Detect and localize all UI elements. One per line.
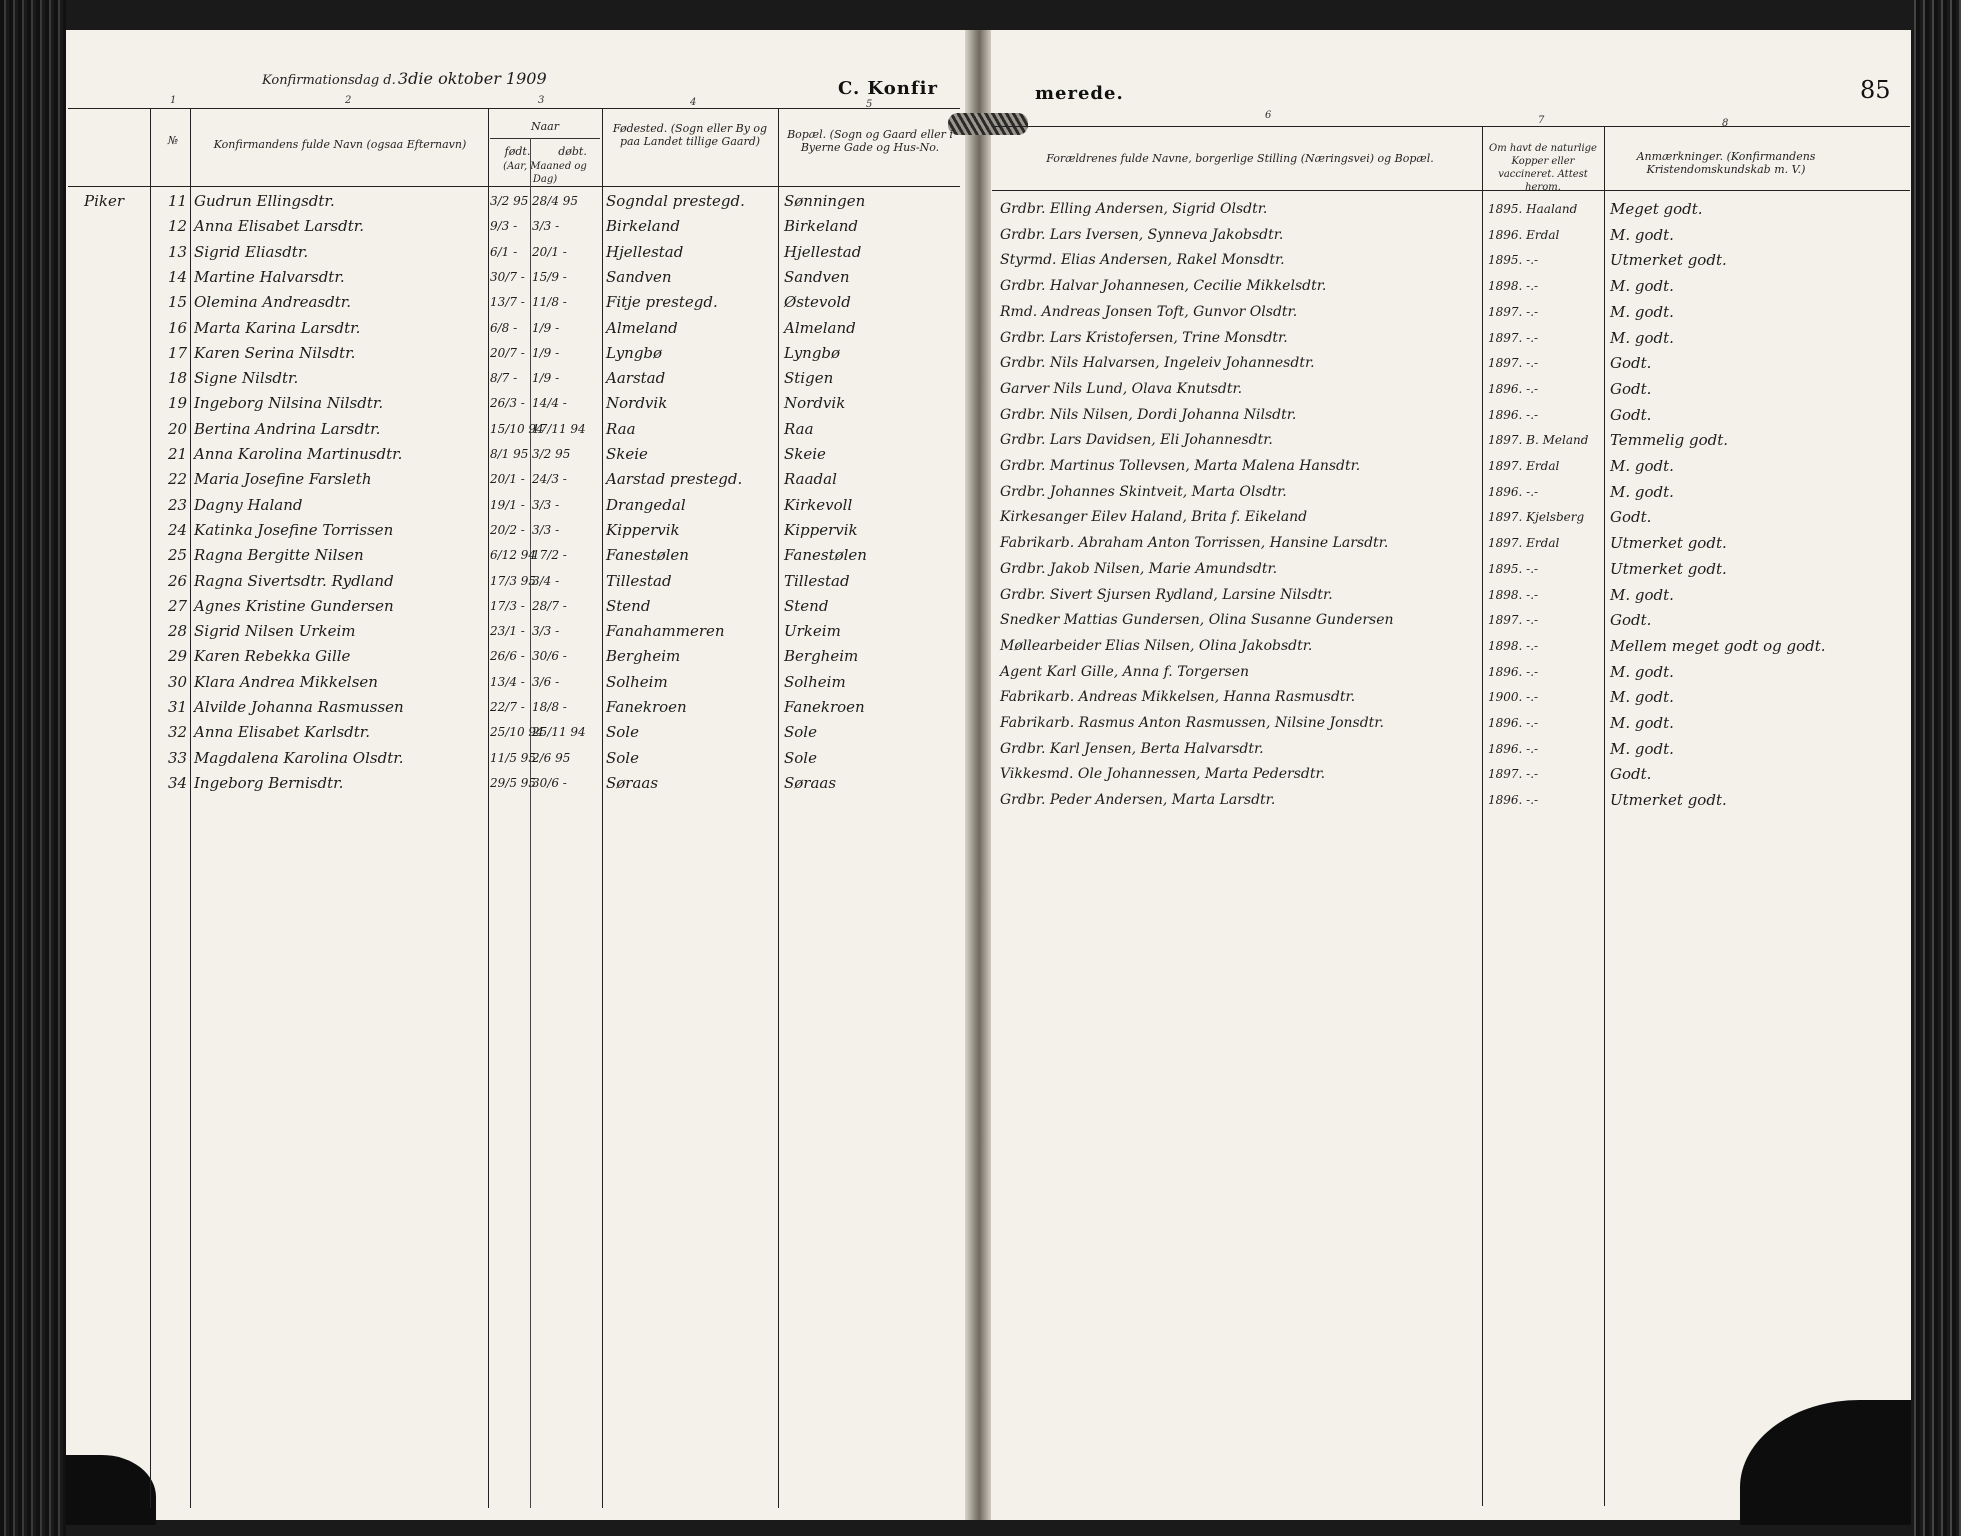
book-spine — [965, 30, 991, 1520]
cell-fodt: 17/3 - — [490, 598, 525, 613]
cell-bopel: Fanestølen — [784, 546, 867, 565]
cell-dobt: 15/9 - — [532, 269, 567, 284]
header-fodested: Fødested. (Sogn eller By og paa Landet tillige Gaard) — [612, 122, 768, 148]
cell-bopel: Tillestad — [784, 571, 850, 590]
cell-fodested: Sole — [606, 723, 639, 742]
cell-fodested: Fanahammeren — [606, 622, 725, 641]
cell-fodested: Nordvik — [606, 394, 668, 413]
cell-dobt: 17/11 94 — [532, 421, 586, 436]
cell-name: Bertina Andrina Larsdtr. — [194, 419, 381, 438]
cell-dobt: 17/2 - — [532, 548, 567, 563]
cell-name: Signe Nilsdtr. — [194, 369, 299, 388]
cell-parents: Fabrikarb. Rasmus Anton Rasmussen, Nilsine Jonsdtr. — [1000, 715, 1384, 731]
cell-notes: M. godt. — [1610, 457, 1674, 475]
cell-notes: Utmerket godt. — [1610, 791, 1727, 810]
cell-bopel: Raa — [784, 419, 814, 438]
cell-notes: Godt. — [1610, 765, 1652, 784]
cell-parents: Grdbr. Lars Iversen, Synneva Jakobsdtr. — [1000, 226, 1284, 243]
header-nr: № — [167, 134, 179, 147]
cell-fodt: 6/8 - — [490, 320, 518, 335]
column-number: 3 — [538, 95, 545, 106]
cell-fodested: Stend — [606, 596, 651, 615]
cell-nr: 28 — [168, 622, 188, 641]
cell-vaccine: 1898. -.- — [1488, 279, 1539, 294]
cell-name: Ingeborg Bernisdtr. — [194, 773, 344, 792]
cell-name: Sigrid Nilsen Urkeim — [194, 622, 356, 641]
cell-nr: 26 — [168, 571, 188, 590]
cell-fodested: Sole — [606, 748, 639, 767]
header-bopel: Bopæl. (Sogn og Gaard eller i Byerne Gade og Hus-No. — [787, 128, 953, 154]
cell-notes: Temmelig godt. — [1610, 431, 1729, 450]
cell-nr: 34 — [168, 773, 188, 792]
header-naar: Naar — [531, 120, 559, 133]
cell-vaccine: 1896. -.- — [1488, 741, 1539, 756]
col-rule — [778, 108, 779, 1508]
cell-dobt: 3/2 95 — [532, 447, 571, 461]
cell-vaccine: 1897. -.- — [1488, 304, 1539, 319]
cell-bopel: Østevold — [784, 293, 851, 312]
cell-fodested: Fanestølen — [606, 546, 689, 565]
cell-name: Anna Elisabet Larsdtr. — [194, 217, 365, 236]
cell-fodested: Solheim — [606, 672, 668, 691]
header-rule-bottom-left — [68, 186, 960, 187]
cell-nr: 29 — [168, 647, 188, 666]
cell-notes: Utmerket godt. — [1610, 251, 1727, 270]
cell-dobt: 28/7 - — [532, 598, 567, 613]
header-name: Konfirmandens fulde Navn (ogsaa Efternavn) — [213, 138, 467, 151]
cell-bopel: Sole — [784, 723, 817, 742]
book-edge-left — [0, 0, 66, 1536]
cell-dobt: 2/6 95 — [532, 750, 571, 765]
cell-notes: Godt. — [1610, 379, 1652, 398]
cell-notes: Utmerket godt. — [1610, 559, 1727, 578]
header-dobt: døbt. — [558, 145, 587, 158]
cell-vaccine: 1895. Haaland — [1488, 202, 1578, 216]
cell-bopel: Stend — [784, 596, 829, 615]
cell-nr: 12 — [168, 217, 188, 236]
cell-bopel: Kirkevoll — [784, 495, 853, 514]
cell-dobt: 1/9 - — [532, 320, 560, 335]
cell-name: Maria Josefine Farsleth — [194, 470, 372, 489]
cell-fodested: Almeland — [606, 318, 678, 337]
cell-notes: Meget godt. — [1610, 200, 1703, 218]
col-rule — [190, 108, 191, 1508]
cell-name: Olemina Andreasdtr. — [194, 293, 352, 312]
section-title-right: merede. — [1035, 83, 1124, 104]
cell-parents: Fabrikarb. Andreas Mikkelsen, Hanna Rasmusdtr. — [1000, 689, 1356, 706]
cell-bopel: Bergheim — [784, 647, 859, 666]
cell-vaccine: 1897. Erdal — [1488, 459, 1560, 473]
cell-vaccine: 1897. -.- — [1488, 613, 1539, 628]
cell-vaccine: 1896. -.- — [1488, 793, 1539, 808]
column-number: 6 — [1265, 110, 1272, 121]
cell-dobt: 18/8 - — [532, 700, 567, 714]
cell-nr: 22 — [168, 470, 188, 489]
cell-parents: Grdbr. Karl Jensen, Berta Halvarsdtr. — [1000, 740, 1264, 757]
cell-nr: 23 — [168, 495, 188, 514]
cell-fodt: 6/1 - — [490, 244, 518, 259]
cell-name: Karen Rebekka Gille — [194, 647, 351, 666]
cell-name: Anna Elisabet Karlsdtr. — [194, 723, 371, 742]
cell-vaccine: 1897. Erdal — [1488, 536, 1560, 551]
cell-fodt: 11/5 95 — [490, 750, 537, 765]
cell-dobt: 3/6 - — [532, 674, 560, 689]
cell-dobt: 25/11 94 — [532, 725, 586, 740]
group-label: Piker — [84, 192, 125, 210]
col-rule — [1482, 126, 1483, 1506]
cell-vaccine: 1895. -.- — [1488, 253, 1539, 268]
cell-nr: 14 — [168, 267, 188, 286]
cell-vaccine: 1897. B. Meland — [1488, 433, 1589, 448]
cell-parents: Grdbr. Johannes Skintveit, Marta Olsdtr. — [1000, 483, 1287, 500]
cell-name: Magdalena Karolina Olsdtr. — [194, 748, 404, 767]
cell-bopel: Fanekroen — [784, 698, 865, 716]
cell-vaccine: 1896. -.- — [1488, 407, 1539, 422]
cell-nr: 25 — [168, 546, 188, 565]
cell-name: Karen Serina Nilsdtr. — [194, 343, 356, 362]
cell-parents: Grdbr. Jakob Nilsen, Marie Amundsdtr. — [1000, 560, 1278, 577]
col-rule — [1604, 126, 1605, 1506]
cell-fodested: Skeie — [606, 445, 648, 463]
header-naar-sub: (Aar, Maaned og Dag) — [503, 161, 587, 185]
column-number: 4 — [690, 97, 697, 108]
cell-parents: Grdbr. Nils Nilsen, Dordi Johanna Nilsdtr. — [1000, 406, 1297, 423]
cell-fodested: Søraas — [606, 773, 659, 792]
cell-fodt: 9/3 - — [490, 219, 518, 234]
column-number: 1 — [170, 95, 177, 106]
cell-dobt: 3/3 - — [532, 219, 560, 234]
cell-vaccine: 1898. -.- — [1488, 587, 1539, 602]
cell-notes: M. godt. — [1610, 482, 1674, 501]
cell-nr: 16 — [168, 318, 188, 337]
cell-fodt: 17/3 95 — [490, 573, 537, 588]
cell-name: Marta Karina Larsdtr. — [194, 318, 361, 337]
cell-bopel: Søraas — [784, 773, 837, 792]
confirmation-label: Konfirmationsdag d. — [262, 73, 396, 88]
header-notes: Anmærkninger. (Konfirmandens Kristendomskundskab m. V.) — [1636, 150, 1816, 176]
cell-name: Sigrid Eliasdtr. — [194, 242, 309, 261]
cell-parents: Grdbr. Elling Andersen, Sigrid Olsdtr. — [1000, 201, 1268, 217]
cell-dobt: 3/4 - — [532, 573, 560, 588]
cell-parents: Fabrikarb. Abraham Anton Torrissen, Hansine Larsdtr. — [1000, 535, 1389, 552]
cell-vaccine: 1896. -.- — [1488, 381, 1539, 396]
column-number: 5 — [866, 99, 873, 110]
cell-dobt: 3/3 - — [532, 624, 560, 639]
cell-bopel: Hjellestad — [784, 242, 862, 261]
cell-bopel: Sønningen — [784, 192, 866, 210]
cell-vaccine: 1900. -.- — [1488, 690, 1539, 705]
column-number: 7 — [1538, 115, 1545, 126]
cell-vaccine: 1896. Erdal — [1488, 227, 1560, 242]
cell-fodested: Kippervik — [606, 520, 680, 539]
cell-nr: 19 — [168, 394, 188, 413]
cell-vaccine: 1897. -.- — [1488, 330, 1539, 345]
cell-name: Dagny Haland — [194, 495, 303, 514]
cell-notes: M. godt. — [1610, 739, 1674, 758]
col-rule — [602, 108, 603, 1508]
header-rule-top-left — [68, 108, 960, 109]
cell-notes: M. godt. — [1610, 662, 1674, 681]
cell-parents: Rmd. Andreas Jonsen Toft, Gunvor Olsdtr. — [1000, 303, 1298, 320]
cell-dobt: 30/6 - — [532, 775, 567, 790]
cell-parents: Kirkesanger Eilev Haland, Brita f. Eikeland — [1000, 509, 1308, 526]
cell-bopel: Raadal — [784, 470, 837, 489]
cell-nr: 13 — [168, 242, 188, 261]
cell-dobt: 3/3 - — [532, 497, 560, 512]
cell-parents: Grdbr. Sivert Sjursen Rydland, Larsine Nilsdtr. — [1000, 586, 1333, 603]
cell-nr: 24 — [168, 520, 188, 539]
cell-fodt: 23/1 - — [490, 624, 525, 639]
cell-fodt: 15/10 94 — [490, 421, 544, 436]
cell-fodt: 3/2 95 — [490, 194, 529, 208]
cell-notes: M. godt. — [1610, 302, 1674, 321]
cell-fodt: 13/4 - — [490, 674, 525, 689]
cell-dobt: 1/9 - — [532, 371, 560, 386]
cell-fodt: 26/3 - — [490, 396, 525, 411]
cell-notes: Utmerket godt. — [1610, 534, 1727, 553]
cell-fodested: Sogndal prestegd. — [606, 192, 745, 210]
col-rule — [488, 108, 489, 1508]
cell-parents: Agent Karl Gille, Anna f. Torgersen — [1000, 663, 1249, 680]
cell-name: Alvilde Johanna Rasmussen — [194, 698, 404, 716]
cell-fodested: Sandven — [606, 267, 672, 286]
cell-dobt: 14/4 - — [532, 396, 567, 411]
confirmation-date: 3die oktober 1909 — [398, 69, 547, 88]
cell-vaccine: 1896. -.- — [1488, 664, 1539, 679]
cell-fodt: 8/7 - — [490, 371, 518, 386]
cell-bopel: Birkeland — [784, 217, 858, 236]
cell-bopel: Urkeim — [784, 622, 841, 641]
cell-bopel: Stigen — [784, 369, 834, 388]
cell-bopel: Solheim — [784, 672, 846, 691]
cell-fodt: 20/7 - — [490, 345, 525, 360]
cell-fodt: 30/7 - — [490, 269, 525, 284]
cell-name: Katinka Josefine Torrissen — [194, 520, 394, 539]
cell-bopel: Sandven — [784, 267, 850, 286]
cell-dobt: 1/9 - — [532, 345, 560, 360]
cell-parents: Grdbr. Martinus Tollevsen, Marta Malena Hansdtr. — [1000, 458, 1361, 474]
cell-fodested: Aarstad prestegd. — [606, 470, 743, 489]
cell-name: Gudrun Ellingsdtr. — [194, 192, 335, 210]
section-title-left: C. Konfir — [838, 78, 938, 99]
cell-notes: M. godt. — [1610, 225, 1674, 244]
cell-nr: 27 — [168, 596, 188, 615]
cell-dobt: 11/8 - — [532, 295, 567, 310]
cell-name: Ingeborg Nilsina Nilsdtr. — [194, 394, 384, 413]
cell-fodt: 26/6 - — [490, 649, 525, 664]
cell-bopel: Lyngbø — [784, 343, 841, 362]
cell-parents: Grdbr. Lars Davidsen, Eli Johannesdtr. — [1000, 432, 1273, 449]
book-edge-right — [1911, 0, 1961, 1536]
cell-nr: 33 — [168, 748, 188, 767]
cell-parents: Snedker Mattias Gundersen, Olina Susanne Gundersen — [1000, 612, 1394, 629]
cell-fodested: Tillestad — [606, 571, 672, 590]
cell-fodt: 20/2 - — [490, 522, 525, 537]
cell-vaccine: 1897. -.- — [1488, 767, 1539, 782]
cell-parents: Grdbr. Lars Kristofersen, Trine Monsdtr. — [1000, 329, 1288, 346]
cell-notes: Mellem meget godt og godt. — [1610, 636, 1826, 655]
cell-parents: Grdbr. Peder Andersen, Marta Larsdtr. — [1000, 792, 1276, 809]
cell-nr: 31 — [168, 698, 188, 716]
cell-fodt: 20/1 - — [490, 472, 525, 487]
cell-nr: 17 — [168, 343, 188, 362]
cell-vaccine: 1895. -.- — [1488, 561, 1539, 576]
cell-fodested: Fitje prestegd. — [606, 293, 718, 312]
cell-fodt: 22/7 - — [490, 700, 525, 714]
cell-nr: 11 — [168, 192, 188, 210]
cell-fodt: 19/1 - — [490, 497, 525, 512]
binding-cord — [948, 113, 1028, 135]
cell-notes: M. godt. — [1610, 328, 1674, 347]
cell-fodested: Drangedal — [606, 495, 686, 514]
cell-fodested: Fanekroen — [606, 698, 687, 716]
column-number: 8 — [1722, 118, 1729, 129]
cell-parents: Vikkesmd. Ole Johannessen, Marta Pedersdtr. — [1000, 766, 1326, 783]
cell-bopel: Kippervik — [784, 520, 858, 539]
cell-parents: Grdbr. Halvar Johannesen, Cecilie Mikkelsdtr. — [1000, 278, 1327, 295]
cell-notes: M. godt. — [1610, 688, 1674, 707]
cell-fodested: Aarstad — [606, 369, 666, 388]
cell-fodt: 6/12 94 — [490, 548, 537, 563]
cell-nr: 30 — [168, 672, 188, 691]
cell-name: Agnes Kristine Gundersen — [194, 596, 394, 615]
cell-bopel: Nordvik — [784, 394, 846, 413]
cell-notes: M. godt. — [1610, 277, 1674, 296]
cell-bopel: Skeie — [784, 445, 826, 463]
header-rule-top-right — [992, 126, 1910, 127]
cell-fodt: 25/10 94 — [490, 725, 544, 740]
cell-fodested: Raa — [606, 419, 636, 438]
cell-fodt: 8/1 95 — [490, 447, 529, 461]
cell-vaccine: 1897. Kjelsberg — [1488, 510, 1585, 525]
cell-nr: 18 — [168, 369, 188, 388]
cell-notes: M. godt. — [1610, 714, 1674, 732]
col-rule — [530, 138, 531, 1508]
cell-name: Ragna Bergitte Nilsen — [194, 546, 364, 565]
cell-notes: M. godt. — [1610, 585, 1674, 604]
cell-nr: 20 — [168, 419, 188, 438]
cell-notes: Godt. — [1610, 354, 1652, 373]
cell-name: Klara Andrea Mikkelsen — [194, 672, 378, 691]
cell-dobt: 20/1 - — [532, 244, 567, 259]
cell-notes: Godt. — [1610, 611, 1652, 630]
cell-fodt: 13/7 - — [490, 295, 525, 310]
cell-name: Anna Karolina Martinusdtr. — [194, 445, 403, 463]
page-number: 85 — [1860, 76, 1891, 104]
cell-name: Martine Halvarsdtr. — [194, 267, 345, 286]
cell-dobt: 30/6 - — [532, 649, 567, 664]
column-number: 2 — [345, 95, 352, 106]
cell-dobt: 3/3 - — [532, 522, 560, 537]
cell-dobt: 28/4 95 — [532, 194, 579, 208]
cell-notes: Godt. — [1610, 405, 1652, 424]
header-rule-bottom-right — [992, 190, 1910, 191]
cell-vaccine: 1898. -.- — [1488, 638, 1539, 653]
cell-vaccine: 1896. -.- — [1488, 716, 1539, 730]
cell-fodested: Bergheim — [606, 647, 681, 666]
cell-dobt: 24/3 - — [532, 472, 567, 487]
cell-parents: Styrmd. Elias Andersen, Rakel Monsdtr. — [1000, 252, 1285, 269]
cell-fodested: Hjellestad — [606, 242, 684, 261]
cell-fodested: Birkeland — [606, 217, 680, 236]
cell-vaccine: 1897. -.- — [1488, 356, 1539, 371]
cell-fodt: 29/5 95 — [490, 775, 537, 790]
naar-subrule — [490, 138, 600, 139]
cell-notes: Godt. — [1610, 508, 1652, 527]
cell-nr: 21 — [168, 445, 188, 463]
header-parents: Forældrenes fulde Navne, borgerlige Stilling (Næringsvei) og Bopæl. — [1046, 152, 1434, 165]
header-fodt: født. — [504, 145, 531, 158]
cell-nr: 15 — [168, 293, 188, 312]
cell-nr: 32 — [168, 723, 188, 742]
cell-vaccine: 1896. -.- — [1488, 484, 1539, 499]
cell-fodested: Lyngbø — [606, 343, 663, 362]
cell-bopel: Almeland — [784, 318, 856, 337]
header-vaccine: Om havt de naturlige Kopper eller vaccineret. Attest herom. — [1489, 143, 1597, 193]
cell-name: Ragna Sivertsdtr. Rydland — [194, 571, 394, 590]
cell-parents: Garver Nils Lund, Olava Knutsdtr. — [1000, 380, 1243, 397]
cell-parents: Grdbr. Nils Halvarsen, Ingeleiv Johannesdtr. — [1000, 355, 1315, 372]
cell-parents: Møllearbeider Elias Nilsen, Olina Jakobsdtr. — [1000, 637, 1313, 654]
cell-bopel: Sole — [784, 748, 817, 767]
col-rule — [150, 108, 151, 1508]
